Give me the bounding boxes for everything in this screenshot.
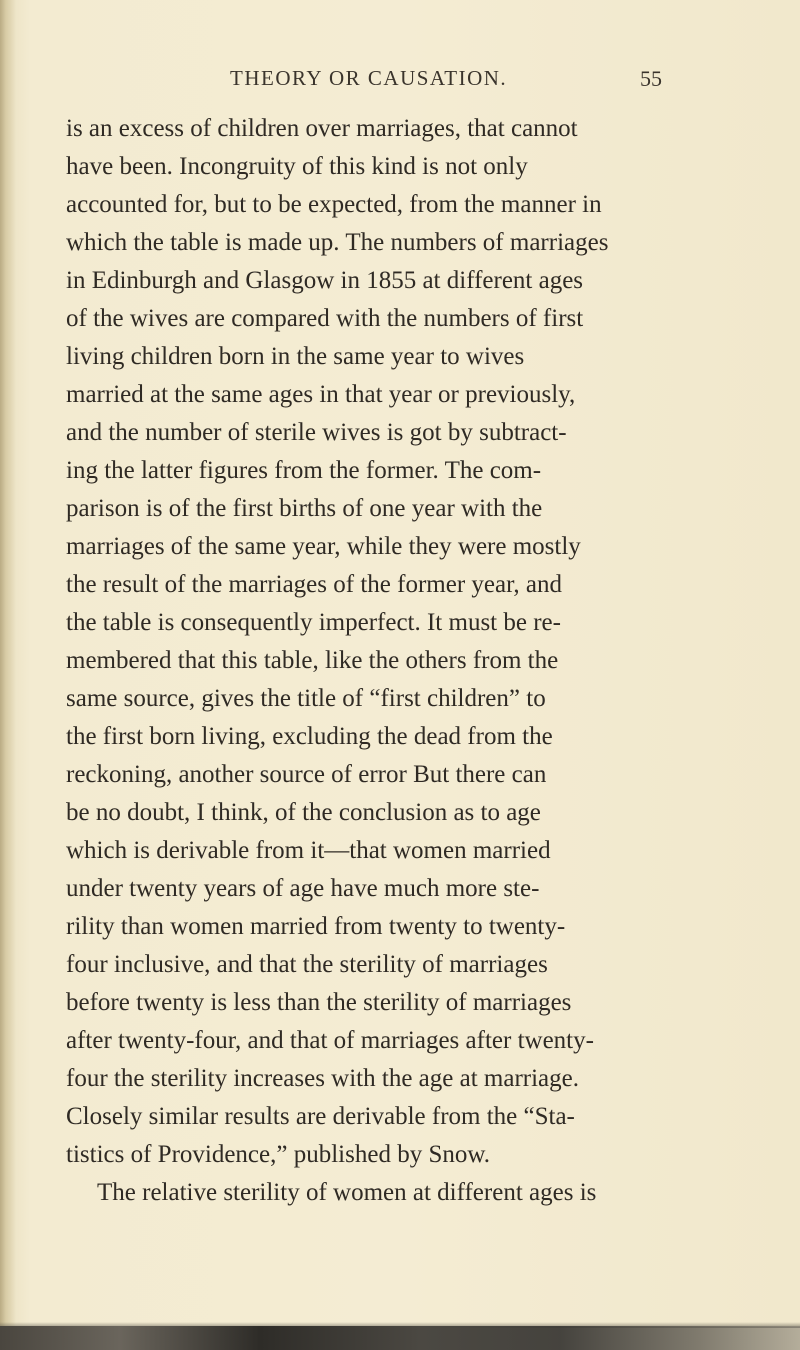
text-line: in Edinburgh and Glasgow in 1855 at different ages <box>66 267 584 294</box>
text-line: four inclusive, and that the sterility of marriages <box>66 951 548 978</box>
text-line: under twenty years of age have much more ste- <box>66 875 540 902</box>
text-line: The relative sterility of women at different ages is <box>97 1179 597 1206</box>
text-line: marriages of the same year, while they were mostly <box>66 533 581 560</box>
text-line: same source, gives the title of “first children” to <box>66 685 546 712</box>
text-line: four the sterility increases with the age at marriage. <box>66 1065 579 1092</box>
text-line: be no doubt, I think, of the conclusion as to age <box>66 799 541 826</box>
text-line: which the table is made up. The numbers of marriages <box>66 229 609 256</box>
text-line: parison is of the first births of one year with the <box>66 495 543 522</box>
text-line: membered that this table, like the others from the <box>66 647 559 674</box>
text-line: Closely similar results are derivable from the “Sta- <box>66 1103 575 1130</box>
text-line: married at the same ages in that year or previously, <box>66 381 576 408</box>
text-line: reckoning, another source of error But there can <box>66 761 547 788</box>
text-line: is an excess of children over marriages, that cannot <box>66 115 578 142</box>
text-line: ing the latter figures from the former. The com- <box>66 457 542 484</box>
text-line: rility than women married from twenty to twenty- <box>66 913 566 940</box>
text-line: which is derivable from it—that women married <box>66 837 551 864</box>
text-line: tistics of Providence,” published by Snow. <box>66 1141 491 1168</box>
text-line: and the number of sterile wives is got by subtract- <box>66 419 567 446</box>
gutter-shadow <box>0 0 16 1350</box>
running-head <box>0 66 800 96</box>
text-line: accounted for, but to be expected, from the manner in <box>66 191 602 218</box>
text-line: of the wives are compared with the numbers of first <box>66 305 584 332</box>
text-line: living children born in the same year to wives <box>66 343 525 370</box>
scan-bottom-edge <box>0 1326 800 1350</box>
text-line: before twenty is less than the sterility of marriages <box>66 989 572 1016</box>
text-line: the first born living, excluding the dead from the <box>66 723 553 750</box>
page-number: 55 <box>640 66 662 91</box>
running-head-title: THEORY OR CAUSATION. <box>230 66 508 90</box>
text-line: have been. Incongruity of this kind is not only <box>66 153 528 180</box>
text-line: the table is consequently imperfect. It must be re- <box>66 609 561 636</box>
text-line: the result of the marriages of the former year, and <box>66 571 563 598</box>
text-line: after twenty-four, and that of marriages after twenty- <box>66 1027 594 1054</box>
